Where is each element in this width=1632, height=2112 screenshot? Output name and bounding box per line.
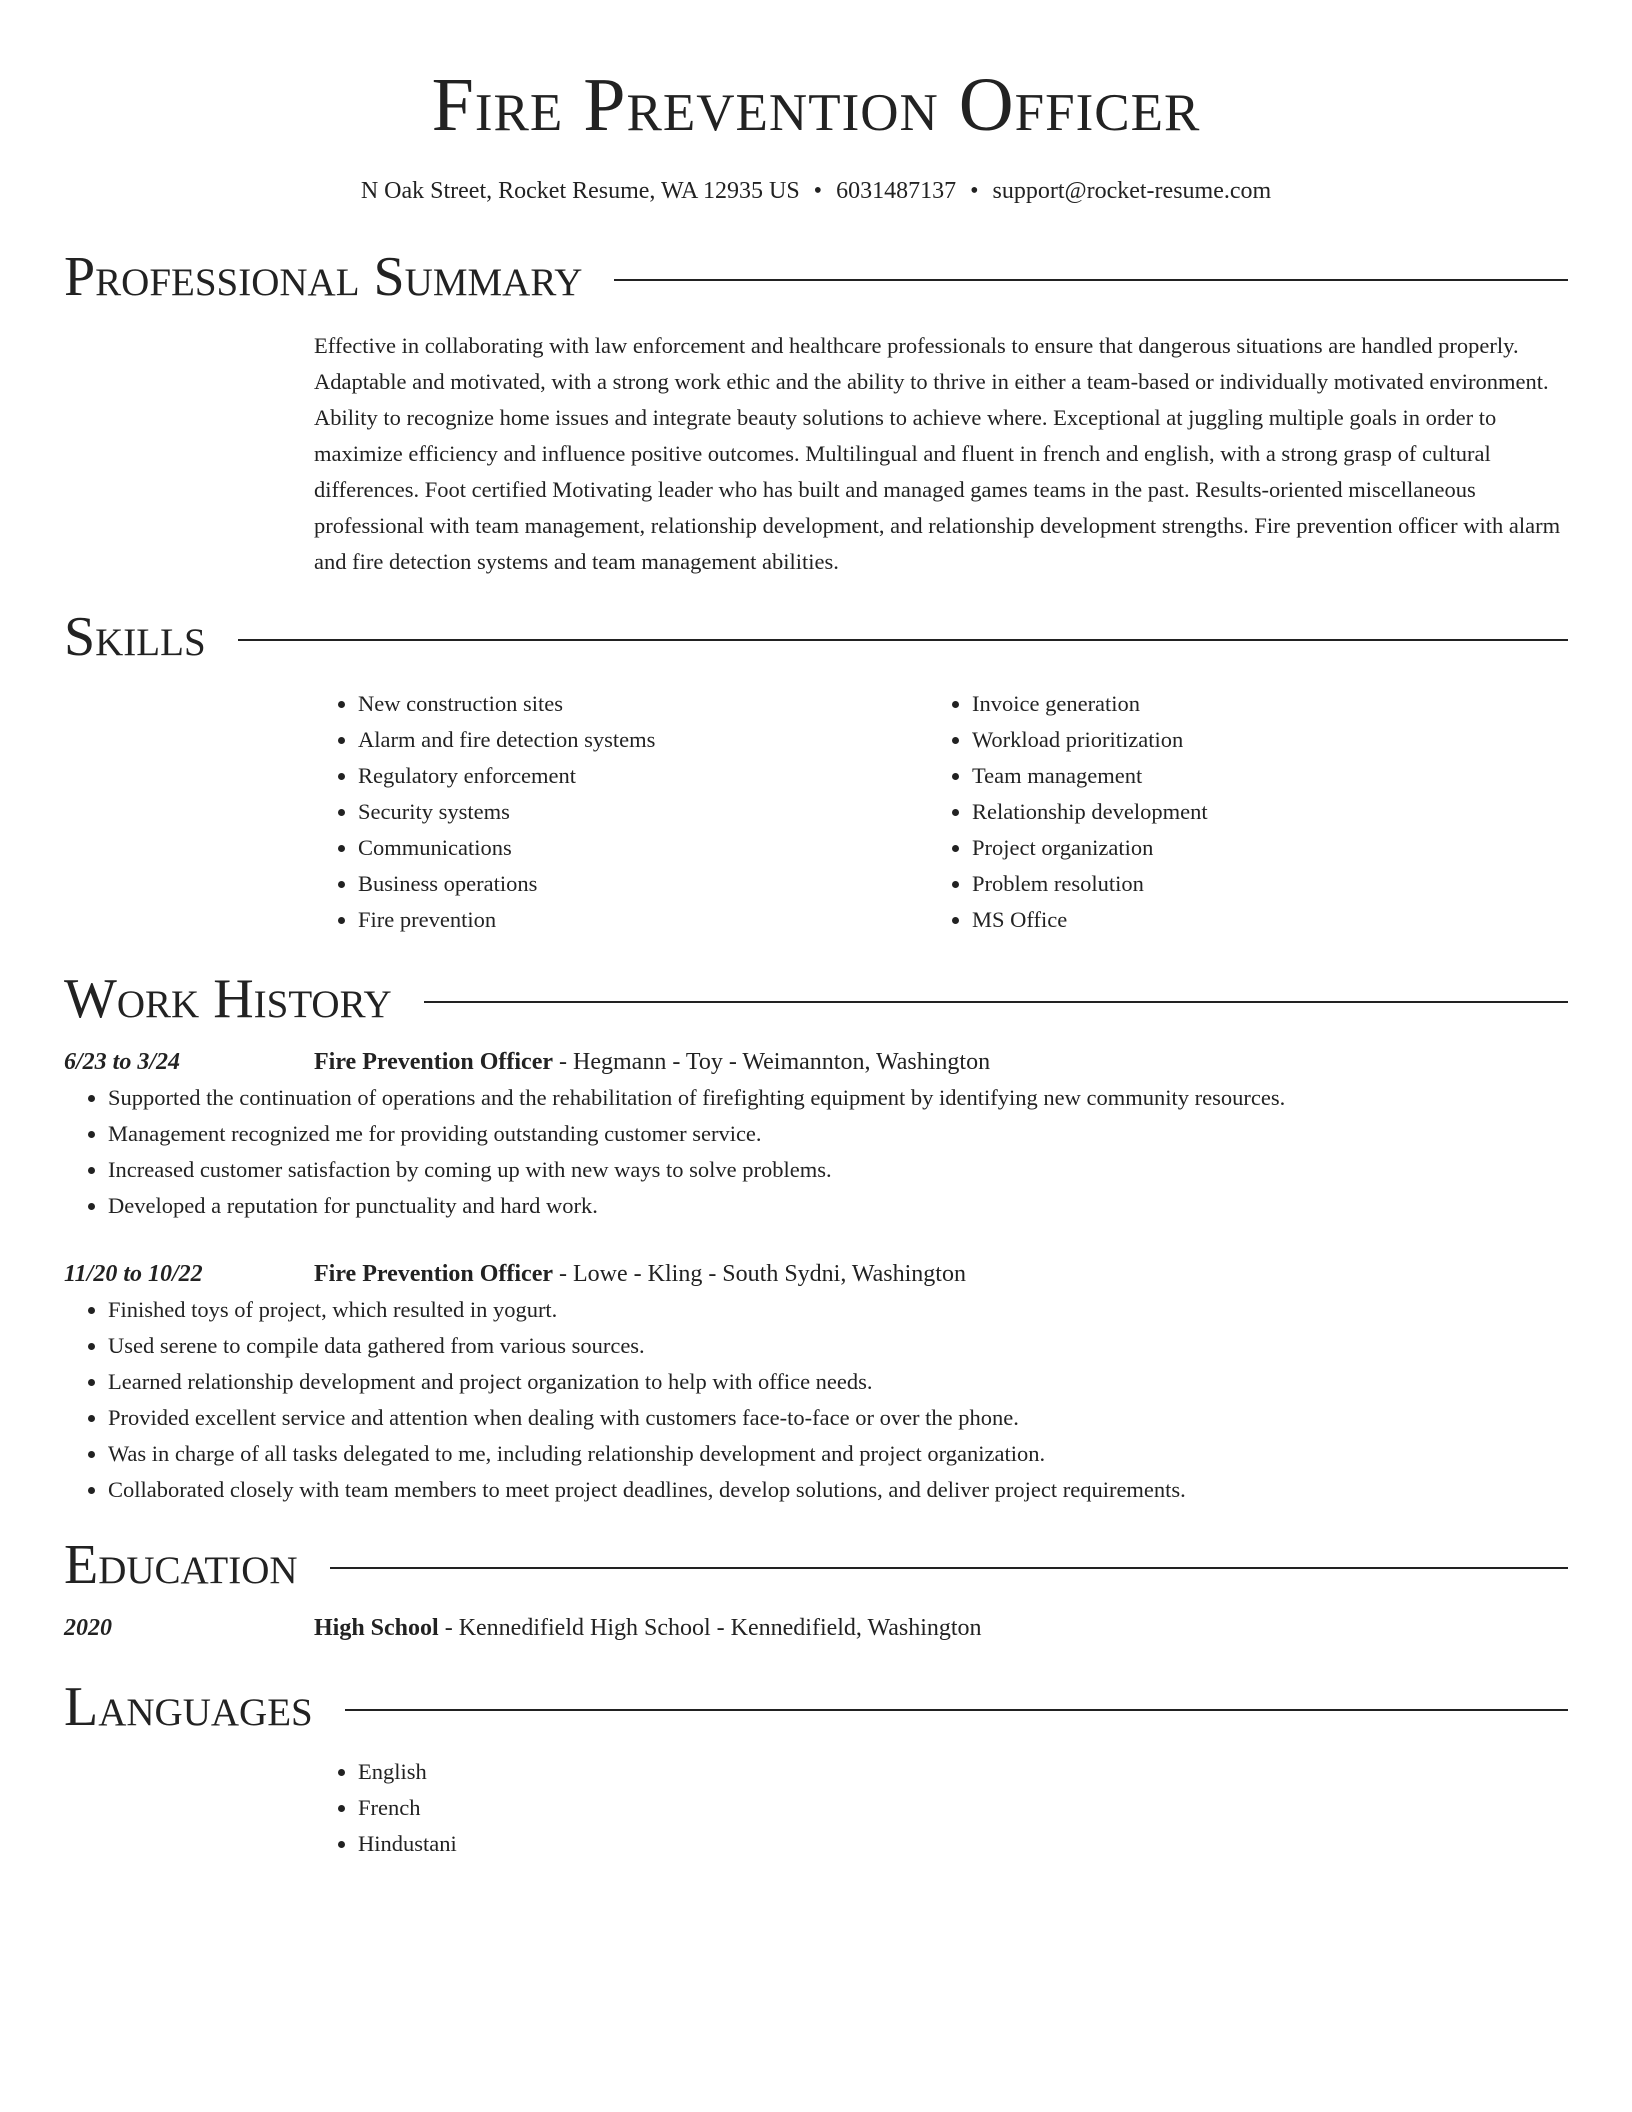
education-entry [64,1610,1568,1646]
skill-item: • Fire prevention [358,902,928,938]
contact-separator: • [813,178,823,204]
skill-item: • Team management [972,758,1542,794]
skill-item: • Communications [358,830,928,866]
job-position: Fire Prevention Officer [314,1261,554,1287]
skills-column-left [314,686,928,938]
job-bullet: • Supported the continuation of operations and the rehabilitation of firefighting equipment by identifying new community resources. [108,1080,1568,1116]
job-bullet: • Used serene to compile data gathered from various sources. [108,1328,1568,1364]
education-line [314,1610,982,1646]
section-divider [238,639,1568,641]
section-title-work: Work History [64,968,392,1030]
job-entry [64,1044,1568,1224]
skills-section-header [64,606,1568,668]
section-title-summary: Professional Summary [64,246,583,308]
job-dates: 6/23 to 3/24 [64,1049,181,1075]
job-header [64,1044,1568,1080]
skill-item: • Invoice generation [972,686,1542,722]
section-title-skills: Skills [64,606,206,668]
contact-email: support@rocket-resume.com [992,178,1272,204]
resume-name: Fire Prevention Officer [431,63,1201,147]
contact-phone: 6031487137 [836,178,957,204]
job-employer-details: - Hegmann - Toy - Weimannton, Washington [553,1049,991,1075]
section-title-education: Education [64,1534,298,1596]
job-bullet: • Developed a reputation for punctuality and hard work. [108,1188,1568,1224]
skills-list [314,686,1568,938]
job-dates: 11/20 to 10/22 [64,1261,203,1287]
work-section-header [64,968,1568,1030]
skill-item: • MS Office [972,902,1542,938]
contact-separator: • [970,178,979,204]
job-responsibilities [64,1292,1568,1508]
section-title-languages: Languages [64,1676,313,1738]
language-item: • English [358,1754,1568,1790]
section-divider [345,1709,1568,1711]
skills-column-right [928,686,1542,938]
skill-item: • Workload prioritization [972,722,1542,758]
section-divider [614,279,1568,281]
languages-bullets [314,1754,1568,1862]
language-item: • Hindustani [358,1826,1568,1862]
job-bullet: • Finished toys of project, which resulted in yogurt. [108,1292,1568,1328]
skill-item: • Regulatory enforcement [358,758,928,794]
skill-item: • New construction sites [358,686,928,722]
education-school-details: - Kennedifield High School - Kennedifield, Washington [438,1615,982,1641]
skill-item: • Problem resolution [972,866,1542,902]
contact-line [64,176,1568,206]
skill-item: • Alarm and fire detection systems [358,722,928,758]
job-header [64,1256,1568,1292]
skill-item: • Business operations [358,866,928,902]
contact-address: N Oak Street, Rocket Resume, WA 12935 US [360,178,800,204]
section-divider [330,1567,1568,1569]
skill-item: • Project organization [972,830,1542,866]
section-divider [424,1001,1568,1003]
job-entry [64,1256,1568,1508]
skill-item: • Relationship development [972,794,1542,830]
job-bullet: • Learned relationship development and project organization to help with office needs. [108,1364,1568,1400]
job-bullet: • Management recognized me for providing outstanding customer service. [108,1116,1568,1152]
job-responsibilities [64,1080,1568,1224]
job-position: Fire Prevention Officer [314,1049,554,1075]
job-bullet: • Was in charge of all tasks delegated to me, including relationship development and project organization. [108,1436,1568,1472]
education-degree: High School [314,1615,439,1641]
education-year: 2020 [64,1615,112,1641]
languages-section-header [64,1676,1568,1738]
job-bullet: • Collaborated closely with team members to meet project deadlines, develop solutions, and deliver project requirements. [108,1472,1568,1508]
summary-text: Effective in collaborating with law enforcement and healthcare professionals to ensure that dangerous situations are handled properly. Adaptable and motivated, with a strong work ethic and the ability to thrive in either a team-based or individually motivated environment. Ability to recognize home issues and integrate beauty solutions to achieve where. Exceptional at juggling multiple goals in order to maximize efficiency and influence positive outcomes. Multilingual and fluent in french and english, with a strong grasp of cultural differences. Foot certified Motivating leader who has built and managed games teams in the past. Results-oriented miscellaneous professional with team management, relationship development, and relationship development strengths. Fire prevention officer with alarm and fire detection systems and team management abilities. [314,333,1561,574]
job-bullet: • Increased customer satisfaction by coming up with new ways to solve problems. [108,1152,1568,1188]
skill-item: • Security systems [358,794,928,830]
job-line [314,1256,966,1292]
job-employer-details: - Lowe - Kling - South Sydni, Washington [553,1261,966,1287]
job-line [314,1044,990,1080]
education-section-header [64,1534,1568,1596]
job-bullet: • Provided excellent service and attention when dealing with customers face-to-face or over the phone. [108,1400,1568,1436]
language-item: • French [358,1790,1568,1826]
summary-section-header [64,246,1568,308]
resume-page [64,0,1568,1862]
languages-list [314,1754,1568,1862]
